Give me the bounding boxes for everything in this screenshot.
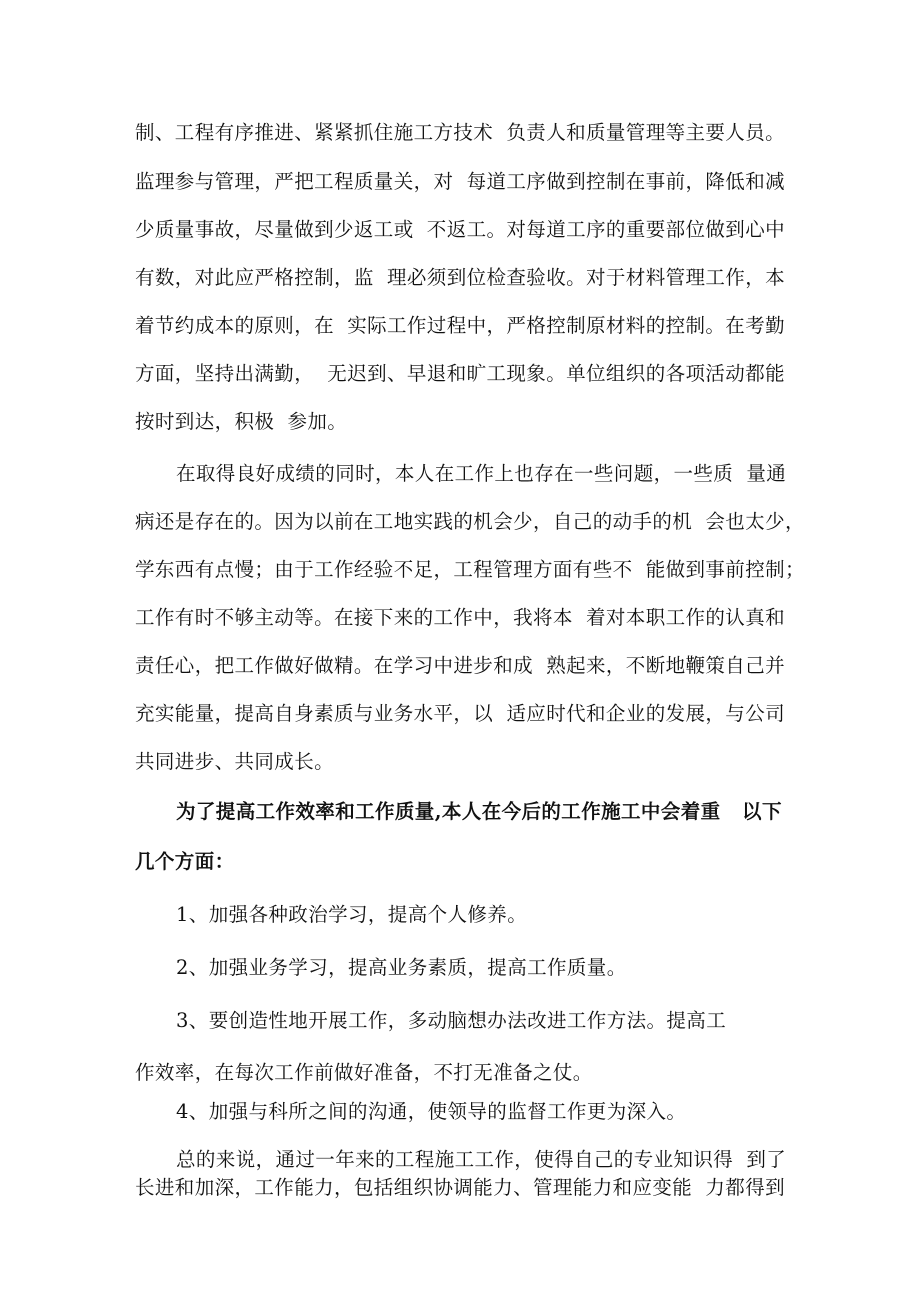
- list-item: 3、要创造性地开展工作，多动脑想办法改进工作方法。提高工: [176, 1009, 727, 1032]
- paragraph-line: 有数，对此应严格控制，监 理必须到位检查验收。对于材料管理工作，本: [135, 266, 785, 289]
- paragraph-line: 少质量事故，尽量做到少返工或 不返工。对每道工序的重要部位做到心中: [135, 218, 785, 241]
- list-item: 4、加强与科所之间的沟通，使领导的监督工作更为深入。: [176, 1100, 687, 1123]
- list-item: 作效率，在每次工作前做好准备，不打无准备之仗。: [135, 1061, 593, 1084]
- paragraph-line: 制、工程有序推进、紧紧抓住施工方技术 负责人和质量管理等主要人员。: [135, 121, 785, 144]
- list-item: 2、加强业务学习，提高业务素质，提高工作质量。: [176, 956, 627, 979]
- paragraph-line: 工作有时不够主动等。在接下来的工作中，我将本 着对本职工作的认真和: [135, 606, 785, 629]
- paragraph-line: 在取得良好成绩的同时，本人在工作上也存在一些问题，一些质 量通: [176, 462, 787, 485]
- paragraph-line: 充实能量，提高自身素质与业务水平，以 适应时代和企业的发展，与公司: [135, 702, 785, 725]
- list-item: 1、加强各种政治学习，提高个人修养。: [176, 903, 528, 926]
- paragraph-line: 按时到达，积极 参加。: [135, 410, 348, 433]
- paragraph-line: 总的来说，通过一年来的工程施工工作，使得自己的专业知识得 到了: [176, 1148, 787, 1171]
- paragraph-line: 共同进步、共同成长。: [135, 750, 335, 773]
- paragraph-line: 着节约成本的原则，在 实际工作过程中，严格控制原材料的控制。在考勤: [135, 314, 785, 337]
- paragraph-line: 方面，坚持出满勤， 无迟到、早退和旷工现象。单位组织的各项活动都能: [135, 362, 785, 385]
- paragraph-line: 长进和加深，工作能力，包括组织协调能力、管理能力和应变能 力都得到: [135, 1176, 785, 1199]
- paragraph-line: 监理参与管理，严把工程质量关，对 每道工序做到控制在事前，降低和减: [135, 170, 785, 193]
- paragraph-line: 病还是存在的。因为以前在工地实践的机会少，自己的动手的机 会也太少，: [135, 510, 805, 533]
- paragraph-line: 学东西有点慢；由于工作经验不足，工程管理方面有些不 能做到事前控制；: [135, 558, 805, 581]
- paragraph-line: 责任心，把工作做好做精。在学习中进步和成 熟起来，不断地鞭策自己并: [135, 654, 785, 677]
- section-heading: 为了提高工作效率和工作质量,本人在今后的工作施工中会着重 以下: [176, 800, 782, 823]
- section-heading: 几个方面：: [135, 850, 235, 873]
